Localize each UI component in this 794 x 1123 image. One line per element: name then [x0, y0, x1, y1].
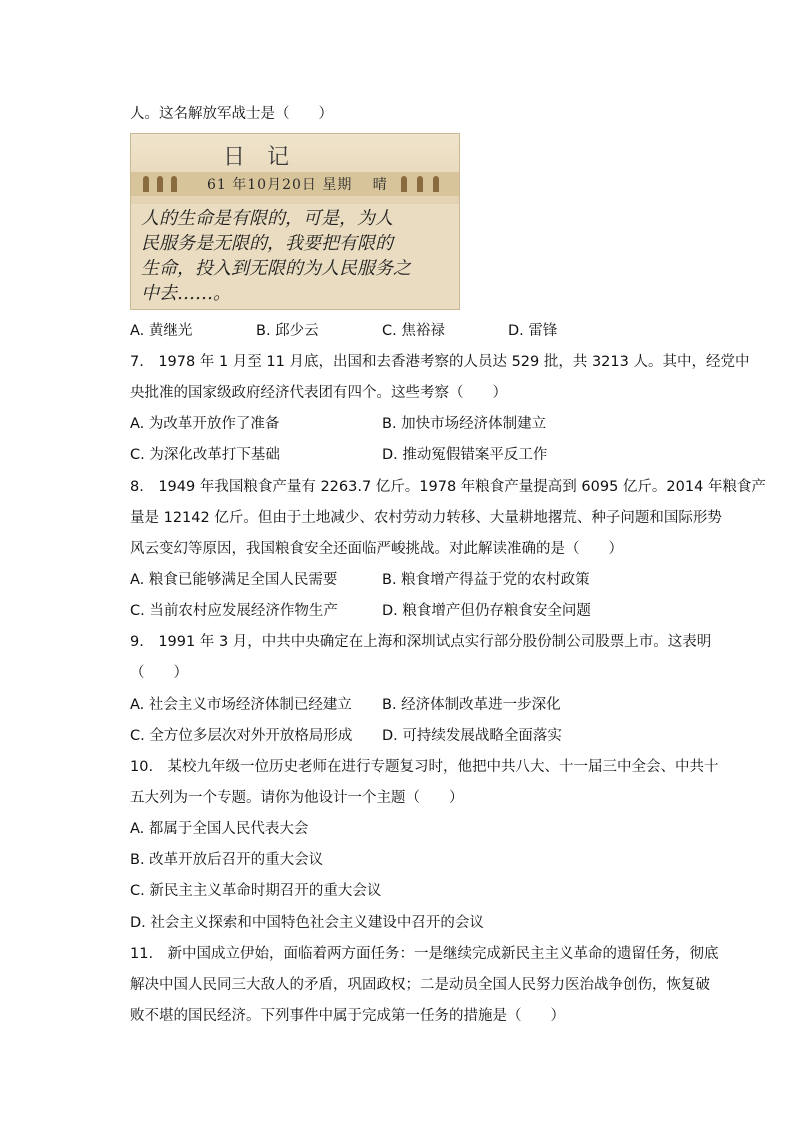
q8-stem-line1: 8. 1949 年我国粮食产量有 2263.7 亿斤。1978 年粮食产量提高到 6095 亿斤。2014 年粮食产 — [130, 479, 766, 495]
q8-option-d[interactable]: D. 粮食增产但仍存粮食安全问题 — [382, 603, 591, 619]
q10-option-a[interactable]: A. 都属于全国人民代表大会 — [130, 821, 309, 837]
q7-stem-line1: 7. 1978 年 1 月至 11 月底，出国和去香港考察的人员达 529 批，共 3213 人。其中，经党中 — [130, 354, 750, 370]
q8-stem-line2: 量是 12142 亿斤。但由于土地减少、农村劳动力转移、大量耕地撂荒、种子问题和国际形势 — [130, 510, 722, 526]
diary-handwriting: 人的生命是有限的，可是，为人 民服务是无限的，我要把有限的 生命，投入到无限的为人民服务之 中去……。 — [141, 208, 411, 304]
q7-option-b[interactable]: B. 加快市场经济体制建立 — [382, 416, 547, 432]
q7-option-d[interactable]: D. 推动冤假错案平反工作 — [382, 447, 548, 463]
q8-option-b[interactable]: B. 粮食增产得益于党的农村政策 — [382, 572, 590, 588]
figure-decoration — [171, 176, 177, 192]
diary-title: 日记 — [223, 145, 312, 170]
q9-stem-line1: 9. 1991 年 3 月，中共中央确定在上海和深圳试点实行部分股份制公司股票上市。这表明 — [130, 634, 712, 650]
q6-option-a[interactable]: A. 黄继光 — [130, 323, 193, 339]
q11-stem-line3: 败不堪的国民经济。下列事件中属于完成第一任务的措施是（ ） — [130, 1008, 565, 1024]
q9-option-d[interactable]: D. 可持续发展战略全面落实 — [382, 728, 562, 744]
q11-stem-line1: 11. 新中国成立伊始，面临着两方面任务：一是继续完成新民主主义革命的遗留任务，彻底 — [130, 946, 719, 962]
diary-date: 61 年10月20日 星期 晴 — [207, 177, 388, 193]
figure-decoration — [401, 176, 407, 192]
q9-option-a[interactable]: A. 社会主义市场经济体制已经建立 — [130, 697, 352, 713]
q7-option-c[interactable]: C. 为深化改革打下基础 — [130, 447, 280, 463]
q9-option-c[interactable]: C. 全方位多层次对外开放格局形成 — [130, 728, 353, 744]
q10-stem-line1: 10. 某校九年级一位历史老师在进行专题复习时，他把中共八大、十一届三中全会、中共十 — [130, 759, 719, 775]
q11-stem-line2: 解决中国人民同三大敌人的矛盾，巩固政权；二是动员全国人民努力医治战争创伤，恢复破 — [130, 977, 710, 993]
q8-option-c[interactable]: C. 当前农村应发展经济作物生产 — [130, 603, 338, 619]
q6-option-b[interactable]: B. 邱少云 — [256, 323, 319, 339]
figure-decoration — [417, 176, 423, 192]
figure-decoration — [143, 176, 149, 192]
q6-stem-tail: 人。这名解放军战士是（ ） — [130, 106, 333, 122]
q10-option-c[interactable]: C. 新民主主义革命时期召开的重大会议 — [130, 883, 382, 899]
q7-stem-line2: 央批准的国家级政府经济代表团有四个。这些考察（ ） — [130, 385, 507, 401]
q10-stem-line2: 五大列为一个专题。请你为他设计一个主题（ ） — [130, 790, 464, 806]
q9-option-b[interactable]: B. 经济体制改革进一步深化 — [382, 697, 561, 713]
diary-image — [130, 133, 460, 310]
q6-option-d[interactable]: D. 雷锋 — [508, 323, 558, 339]
q8-stem-line3: 风云变幻等原因，我国粮食安全还面临严峻挑战。对此解读准确的是（ ） — [130, 541, 623, 557]
q6-option-c[interactable]: C. 焦裕禄 — [382, 323, 445, 339]
q7-option-a[interactable]: A. 为改革开放作了准备 — [130, 416, 280, 432]
q9-stem-line2: （ ） — [130, 665, 188, 681]
q10-option-b[interactable]: B. 改革开放后召开的重大会议 — [130, 852, 324, 868]
figure-decoration — [433, 176, 439, 192]
figure-decoration — [157, 176, 163, 192]
q10-option-d[interactable]: D. 社会主义探索和中国特色社会主义建设中召开的会议 — [130, 915, 484, 931]
q8-option-a[interactable]: A. 粮食已能够满足全国人民需要 — [130, 572, 338, 588]
